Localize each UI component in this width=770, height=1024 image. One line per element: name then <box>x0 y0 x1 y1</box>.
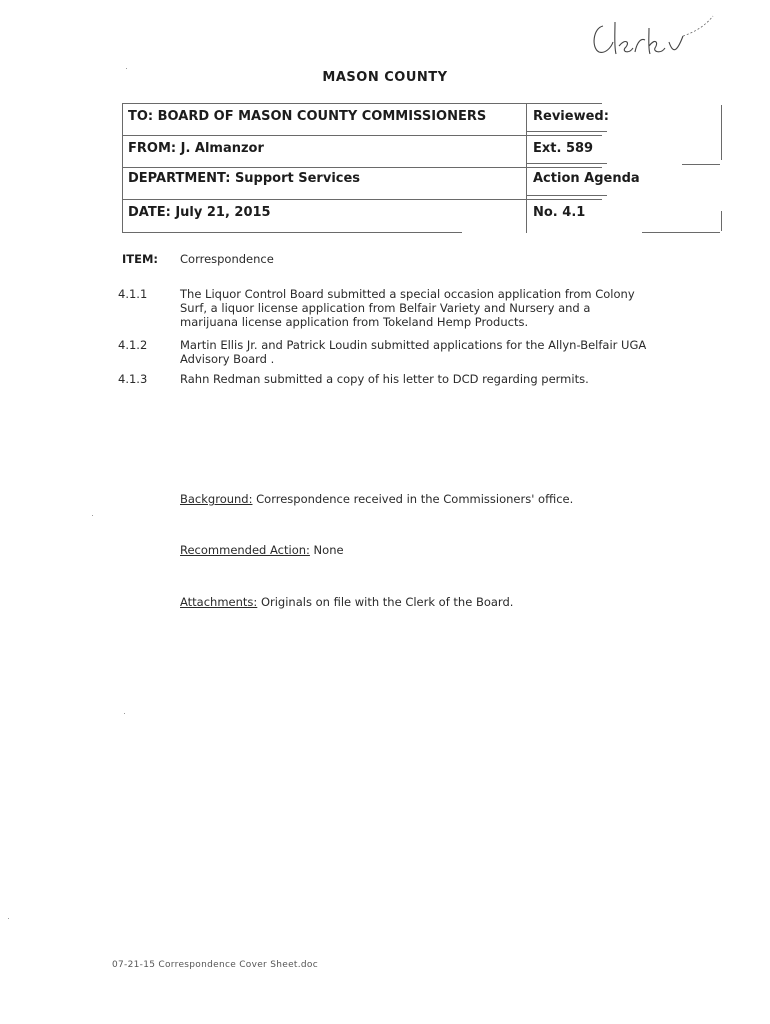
attachments-label: Attachments: <box>180 595 258 609</box>
entry-text: Martin Ellis Jr. and Patrick Loudin submitted applications for the Allyn-Belfair UGA Advisory Board . <box>180 338 647 366</box>
recommended-action-text: None <box>309 543 344 557</box>
background-section <box>180 492 573 506</box>
header-table <box>122 103 722 233</box>
header-rule <box>122 135 602 136</box>
header-rule <box>122 199 602 200</box>
footer-filename: 07-21-15 Correspondence Cover Sheet.doc <box>112 960 318 970</box>
header-rule <box>682 164 720 165</box>
item-value: Correspondence <box>180 252 274 266</box>
header-divider <box>526 103 527 233</box>
scan-speck <box>124 713 125 714</box>
header-rule <box>527 163 607 164</box>
background-text: Correspondence received in the Commissioners' office. <box>252 492 574 506</box>
item-label: ITEM: <box>122 252 159 266</box>
header-rule <box>122 167 602 168</box>
header-rule <box>122 103 602 104</box>
header-rule <box>527 131 607 132</box>
clerk-handwritten-signature <box>585 8 720 70</box>
recommended-action-section <box>180 543 344 557</box>
attachments-text: Originals on file with the Clerk of the Board. <box>257 595 514 609</box>
header-rule <box>642 232 720 233</box>
attachments-section <box>180 595 513 609</box>
to-field: TO: BOARD OF MASON COUNTY COMMISSIONERS <box>128 109 487 124</box>
action-agenda-field: Action Agenda <box>533 171 640 186</box>
ext-field: Ext. 589 <box>533 141 594 156</box>
header-rule <box>122 232 462 233</box>
entry-text: Rahn Redman submitted a copy of his letter to DCD regarding permits. <box>180 372 589 386</box>
header-border <box>122 103 123 233</box>
entry-number: 4.1.3 <box>118 372 148 386</box>
recommended-action-label: Recommended Action: <box>180 543 310 557</box>
entry-number: 4.1.2 <box>118 338 148 352</box>
scan-speck <box>8 918 9 919</box>
scan-speck <box>92 515 93 516</box>
background-label: Background: <box>180 492 253 506</box>
header-border <box>721 211 722 231</box>
reviewed-field: Reviewed: <box>533 109 609 124</box>
entry-number: 4.1.1 <box>118 287 148 301</box>
entry-text: The Liquor Control Board submitted a special occasion application from Colony Surf, a liquor license application from Belfair Variety and Nursery and a marijuana license application from Tokeland Hemp Products. <box>180 287 635 329</box>
county-title: MASON COUNTY <box>322 70 448 85</box>
department-field: DEPARTMENT: Support Services <box>128 171 361 186</box>
header-border <box>721 105 722 160</box>
agenda-number-field: No. 4.1 <box>533 205 586 220</box>
scan-speck <box>126 68 127 69</box>
header-rule <box>527 195 607 196</box>
date-field: DATE: July 21, 2015 <box>128 205 271 220</box>
from-field: FROM: J. Almanzor <box>128 141 264 156</box>
